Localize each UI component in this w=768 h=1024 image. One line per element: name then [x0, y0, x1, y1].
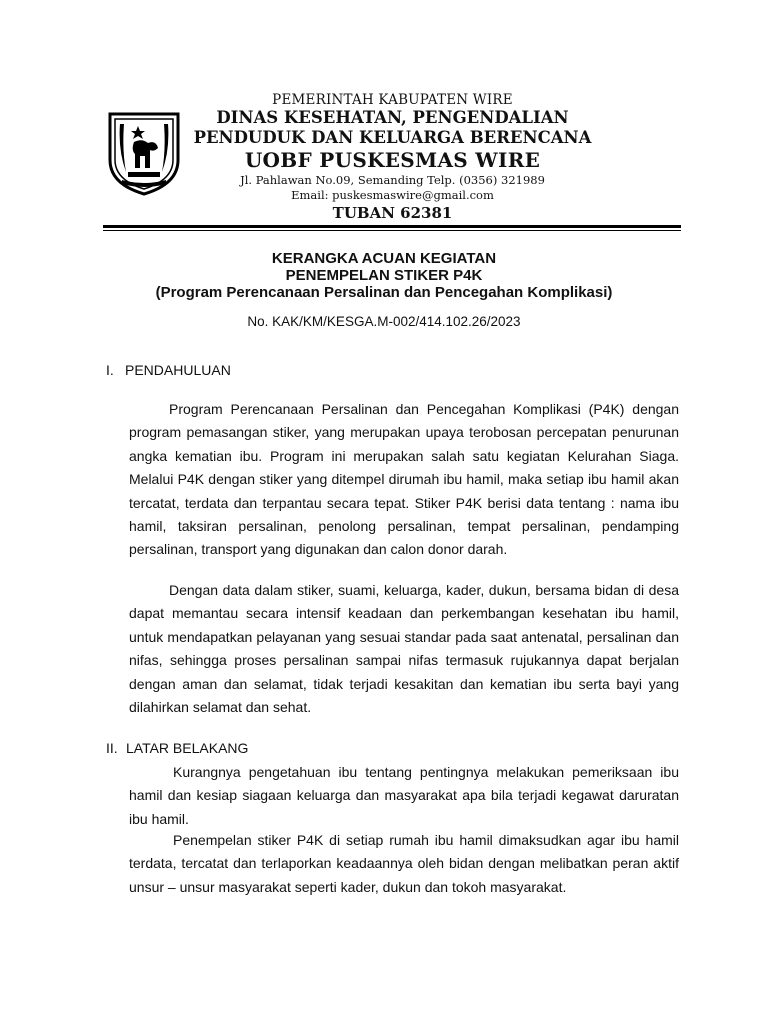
section-number: II. — [106, 740, 118, 756]
regency-emblem-icon — [104, 110, 184, 196]
letterhead-divider-thin — [103, 230, 681, 231]
department-name-line2: PENDUDUK DAN KELUARGA BERENCANA — [193, 128, 592, 147]
unit-name: UOBF PUSKESMAS WIRE — [244, 148, 541, 172]
title-line-1: KERANGKA ACUAN KEGIATAN — [271, 250, 497, 267]
paragraph: Kurangnya pengetahuan ibu tentang pentingnya melakukan pemeriksaan ibu hamil dan kesiap siagaan keluarga dan masyarakat apa bila terjadi kegawat daruratan ibu hamil. — [129, 764, 679, 827]
document-number: No. KAK/KM/KESGA.M-002/414.102.26/2023 — [247, 314, 521, 329]
section-title: LATAR BELAKANG — [126, 740, 249, 756]
letterhead-text — [190, 92, 595, 223]
email: Email: puskesmaswire@gmail.com — [291, 188, 494, 202]
section-heading-latar-belakang — [106, 740, 248, 756]
department-name-line1: DINAS KESEHATAN, PENGENDALIAN — [216, 108, 569, 127]
letterhead — [0, 0, 768, 230]
letterhead-divider-thick — [103, 225, 681, 228]
address: Jl. Pahlawan No.09, Semanding Telp. (0356) 321989 — [240, 173, 545, 187]
government-name: PEMERINTAH KABUPATEN WIRE — [272, 92, 513, 108]
section-title: PENDAHULUAN — [125, 362, 231, 378]
title-line-2: PENEMPELAN STIKER P4K — [285, 267, 483, 284]
document-title — [0, 250, 768, 302]
paragraph: Penempelan stiker P4K di setiap rumah ibu hamil dimaksudkan agar ibu hamil terdata, tercatat dan terlaporkan keadaannya oleh bidan dengan melibatkan peran aktif unsur – unsur masyarakat seperti kader, dukun dan tokoh masyarakat. — [129, 832, 679, 895]
section-number: I. — [106, 362, 114, 378]
section-heading-pendahuluan — [106, 362, 231, 378]
title-line-3: (Program Perencanaan Persalinan dan Pencegahan Komplikasi) — [155, 284, 613, 301]
paragraph: Program Perencanaan Persalinan dan Pencegahan Komplikasi (P4K) dengan program pemasangan stiker, yang merupakan upaya terobosan percepatan penurunan angka kematian ibu. Program ini merupakan salah satu kegiatan Kelurahan Siaga. Melalui P4K dengan stiker yang ditempel dirumah ibu hamil, maka setiap ibu hamil akan tercatat, terdata dan terpantau secara tepat. Stiker P4K berisi data tentang : nama ibu hamil, taksiran persalinan, penolong persalinan, tempat persalinan, pendamping persalinan, transport yang digunakan dan calon donor darah. — [129, 401, 679, 558]
city-postcode: TUBAN 62381 — [332, 204, 453, 222]
paragraph: Dengan data dalam stiker, suami, keluarga, kader, dukun, bersama bidan di desa dapat memantau secara intensif keadaan dan perkembangan kesehatan ibu hamil, untuk mendapatkan pelayanan yang sesuai standar pada saat antenatal, persalinan dan nifas, sehingga proses persalinan sampai nifas termasuk rujukannya dapat berjalan dengan aman dan selamat, tidak terjadi kesakitan dan kematian ibu serta bayi yang dilahirkan selamat dan sehat. — [129, 582, 679, 716]
